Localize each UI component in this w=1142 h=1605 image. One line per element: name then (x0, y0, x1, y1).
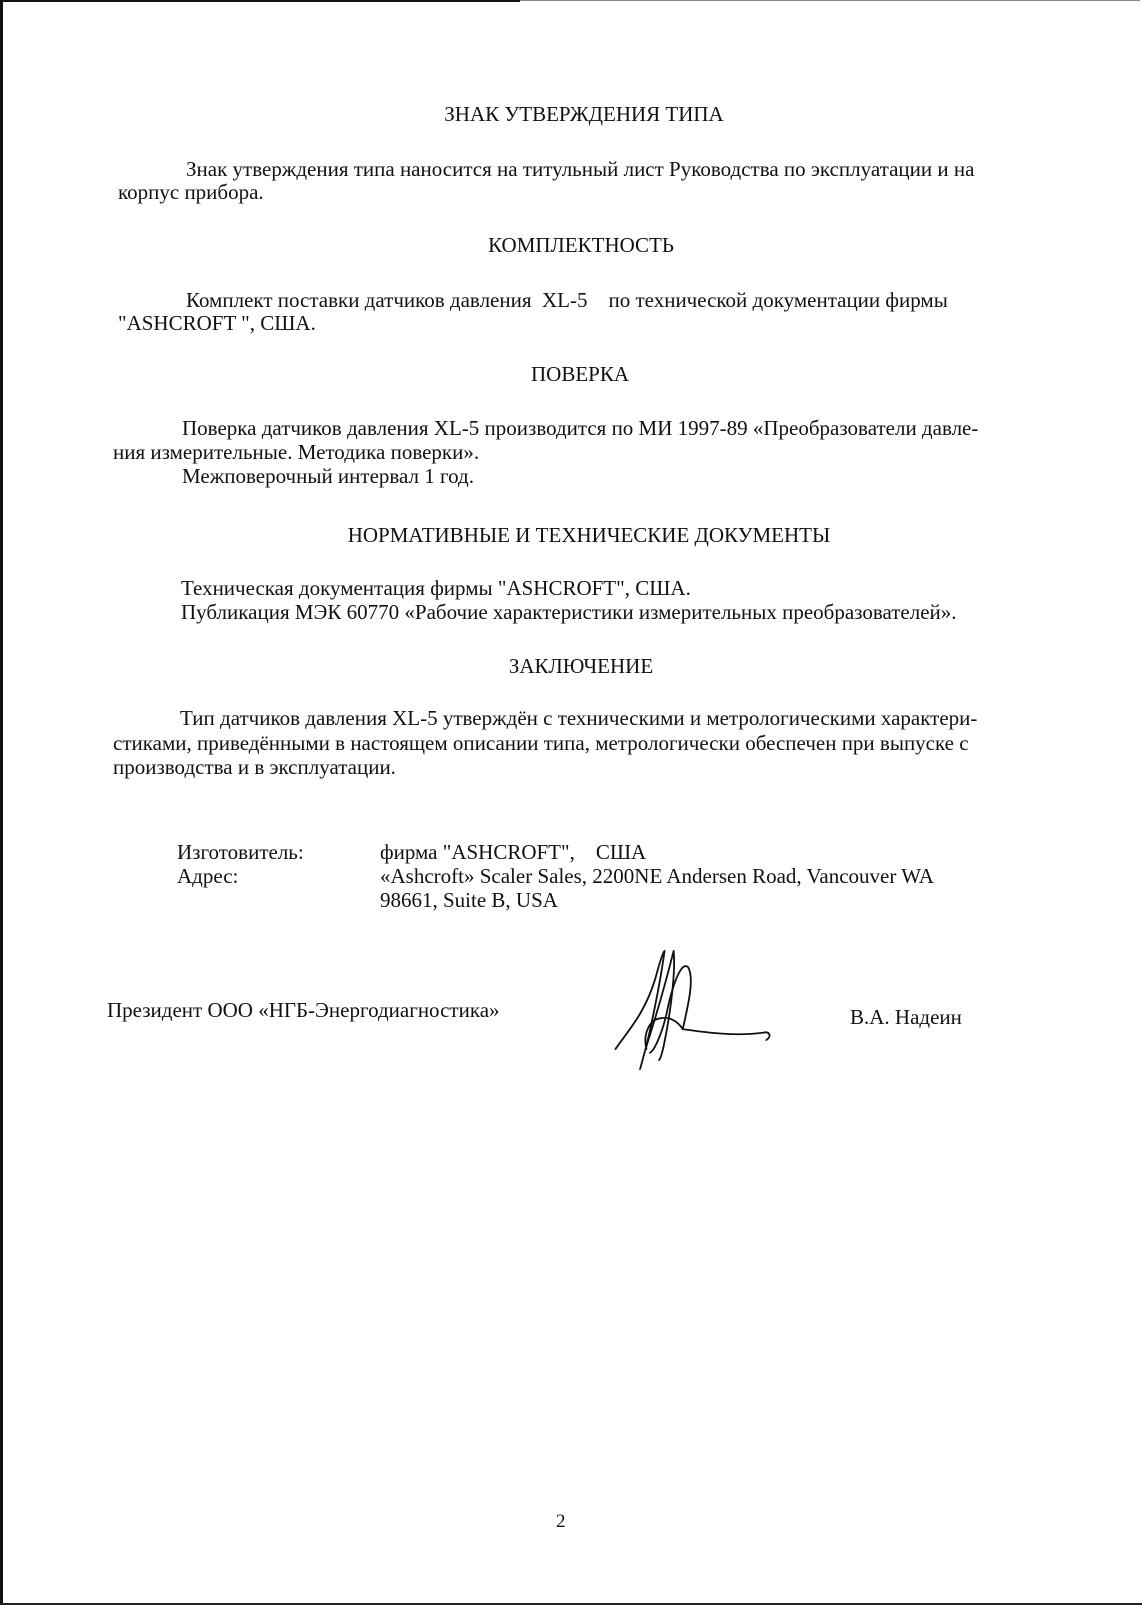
address-label: Адрес: (177, 864, 239, 888)
paragraph-line: Техническая документация фирмы "ASHCROFT", США. (181, 576, 691, 600)
address-line: «Ashcroft» Scaler Sales, 2200NE Andersen Road, Vancouver WA (380, 864, 934, 888)
scan-edge-top (0, 0, 520, 2)
paragraph-line: Знак утверждения типа наносится на титульный лист Руководства по эксплуатации и на (186, 157, 975, 181)
paragraph-line: "ASHCROFT ", США. (118, 311, 316, 335)
paragraph-line: Поверка датчиков давления XL-5 производится по МИ 1997-89 «Преобразователи давле- (182, 416, 979, 440)
signatory-name: В.А. Надеин (850, 1005, 962, 1029)
manufacturer-label: Изготовитель: (177, 840, 304, 864)
signatory-position: Президент ООО «НГБ-Энергодиагностика» (107, 998, 500, 1022)
heading-completeness: КОМПЛЕКТНОСТЬ (488, 233, 674, 257)
heading-verification: ПОВЕРКА (530, 362, 630, 386)
paragraph-line: Тип датчиков давления XL-5 утверждён с техническими и метрологическими характери- (180, 706, 978, 730)
paragraph-line: ния измерительные. Методика поверки». (113, 440, 480, 464)
paragraph-line: корпус прибора. (118, 180, 264, 204)
handwritten-signature-icon (590, 940, 790, 1080)
page-number: 2 (556, 1511, 566, 1532)
paragraph-line: Публикация МЭК 60770 «Рабочие характеристики измерительных преобразователей». (181, 600, 957, 624)
paragraph-line: Комплект поставки датчиков давления XL-5 по технической документации фирмы (186, 288, 948, 312)
manufacturer-value: фирма "ASHCROFT", США (380, 840, 647, 864)
address-line: 98661, Suite B, USA (380, 888, 558, 912)
paragraph-line: стиками, приведёнными в настоящем описании типа, метрологически обеспечен при выпуске с (113, 731, 969, 755)
paragraph-line: Межповерочный интервал 1 год. (182, 464, 474, 488)
heading-conclusion: ЗАКЛЮЧЕНИЕ (508, 654, 654, 678)
scan-edge-top-light (520, 0, 1140, 1)
heading-type-mark: ЗНАК УТВЕРЖДЕНИЯ ТИПА (444, 102, 724, 126)
heading-normative-docs: НОРМАТИВНЫЕ И ТЕХНИЧЕСКИЕ ДОКУМЕНТЫ (347, 523, 831, 547)
paragraph-line: производства и в эксплуатации. (113, 755, 396, 779)
